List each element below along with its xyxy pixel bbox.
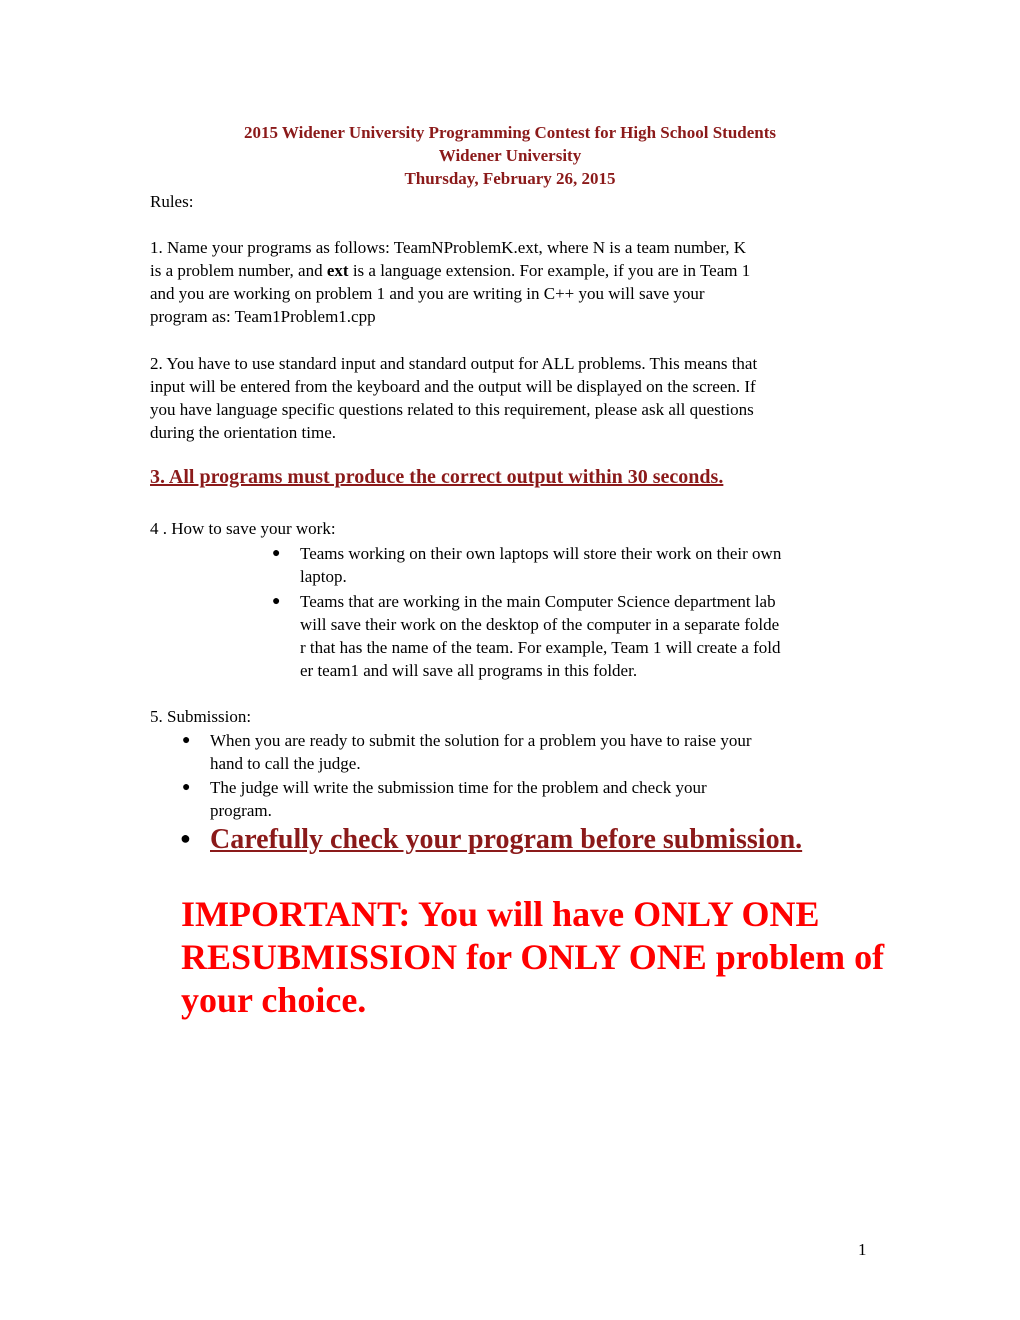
bullet-icon: ● (180, 828, 191, 848)
page-number: 1 (858, 1240, 867, 1259)
rule2-line1: 2. You have to use standard input and standard output for ALL problems. This means that (150, 354, 758, 373)
contest-title: 2015 Widener University Programming Contest for High School Students (243, 123, 777, 142)
rule1-line1: 1. Name your programs as follows: TeamNProblemK.ext, where N is a team number, K (150, 238, 746, 257)
rule1-line2-pre: is a problem number, and (150, 261, 327, 280)
rule2-line3: you have language specific questions related to this requirement, please ask all questions (150, 400, 754, 419)
contest-date: Thursday, February 26, 2015 (404, 169, 616, 188)
rule1-line2 (150, 259, 750, 282)
rule4-bullet2-line1: Teams that are working in the main Computer Science department lab (300, 592, 776, 611)
rule5-heading: 5. Submission: (150, 707, 252, 726)
rule4-bullet1-line1: Teams working on their own laptops will store their work on their own (300, 544, 782, 563)
rule5-bullet2-line2: program. (210, 801, 272, 820)
rule2-line4: during the orientation time. (150, 423, 337, 442)
rule1-ext-bold: ext (326, 261, 349, 280)
rule5-bullet2-line1: The judge will write the submission time for the problem and check your (210, 778, 707, 797)
bullet-icon: ● (272, 546, 281, 561)
rule4-bullet2-line4: er team1 and will save all programs in this folder. (300, 661, 638, 680)
bullet-icon: ● (182, 733, 191, 748)
rule1-line2-post: is a language extension. For example, if you are in Team 1 (348, 261, 751, 280)
rule1-line3: and you are working on problem 1 and you are writing in C++ you will save your (150, 284, 705, 303)
bullet-icon: ● (272, 594, 281, 609)
rule4-bullet1-line2: laptop. (300, 567, 347, 586)
rule5-bullet1-line2: hand to call the judge. (210, 754, 361, 773)
rule4-bullet2-line3: r that has the name of the team. For example, Team 1 will create a fold (300, 638, 781, 657)
university-name: Widener University (438, 146, 582, 165)
rule4-heading: 4 . How to save your work: (150, 519, 336, 538)
rule4-bullet2-line2: will save their work on the desktop of the computer in a separate folde (300, 615, 780, 634)
rule5-emphasis: Carefully check your program before submission. (210, 824, 803, 855)
bullet-icon: ● (182, 780, 191, 795)
rule1-line4: program as: Team1Problem1.cpp (150, 307, 376, 326)
rule5-bullet1-line1: When you are ready to submit the solution for a problem you have to raise your (210, 731, 752, 750)
rule2-line2: input will be entered from the keyboard and the output will be displayed on the screen. If (150, 377, 756, 396)
rules-label: Rules: (150, 192, 194, 211)
important-notice: IMPORTANT: You will have ONLY ONE RESUBMISSION for ONLY ONE problem of your choice. (181, 894, 885, 1020)
rule3-time-limit: 3. All programs must produce the correct output within 30 seconds. (150, 466, 724, 488)
